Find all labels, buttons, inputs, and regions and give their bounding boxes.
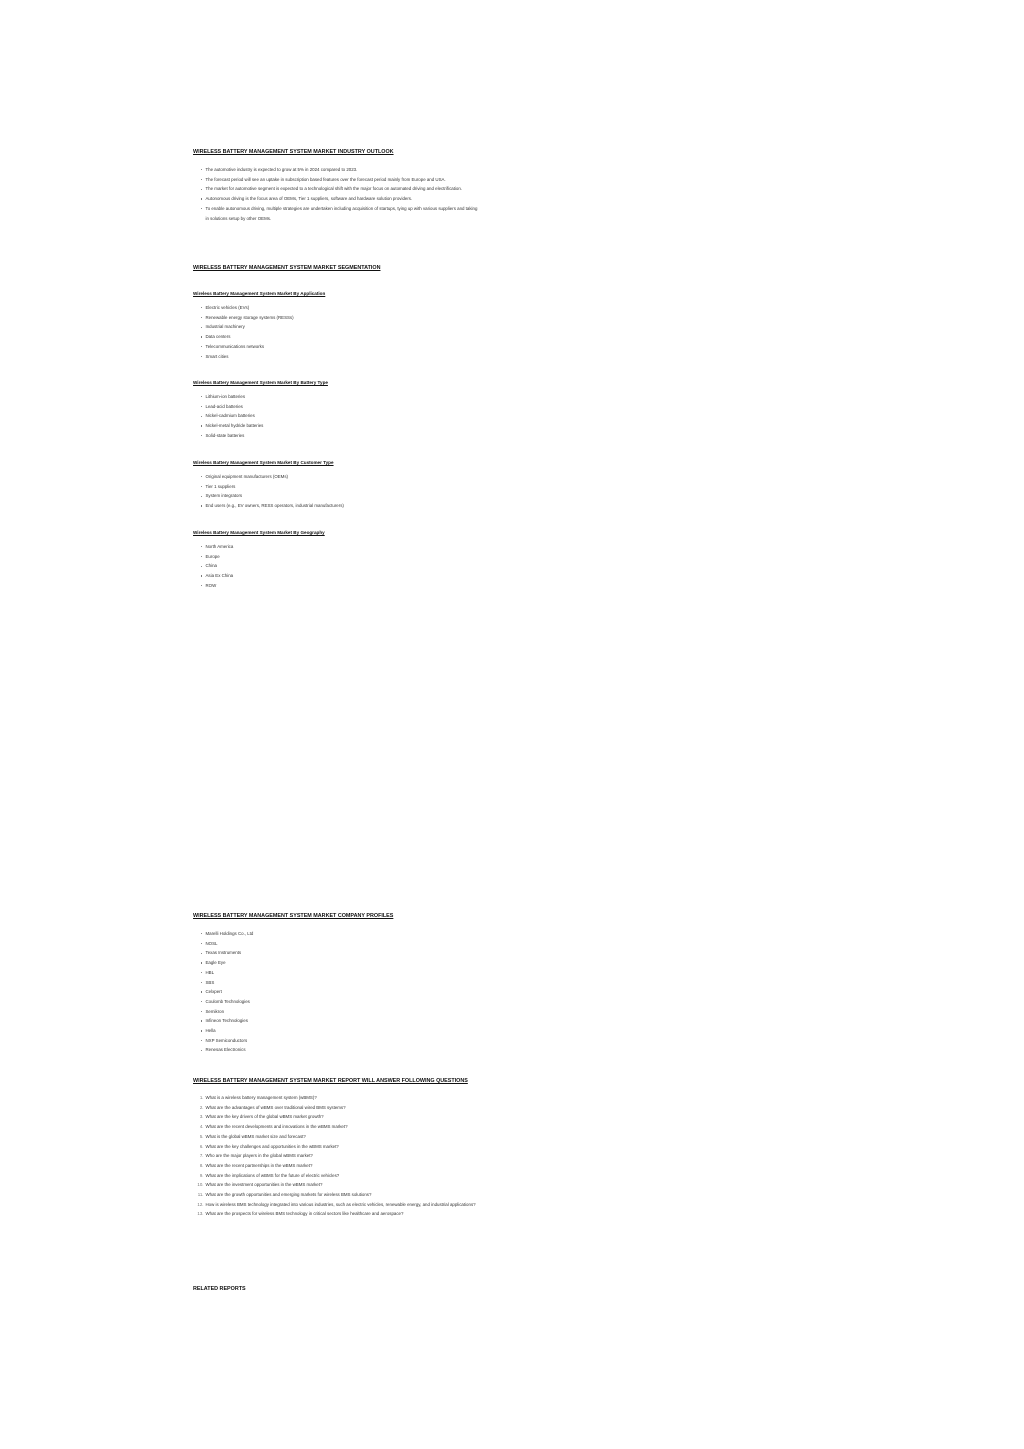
list-number: 1. bbox=[199, 1095, 204, 1100]
list-item bbox=[193, 1180, 493, 1190]
question-text: What are the key drivers of the global wBMS market growth? bbox=[205, 1114, 324, 1120]
question-text: What are the investment opportunities in the wBMS market? bbox=[205, 1182, 323, 1188]
question-text: How is wireless BMS technology integrated into various industries, such as electric vehicles, renewable energy, and industrial applications? bbox=[205, 1201, 476, 1207]
list-item: Coulomb Technologies bbox=[193, 997, 493, 1007]
list-item: Europe bbox=[193, 552, 493, 562]
list-item: Renewable energy storage systems (RESSs) bbox=[193, 313, 493, 323]
list-number: 7. bbox=[199, 1153, 204, 1159]
question-text: What are the key challenges and opportunities in the wBMS market? bbox=[205, 1143, 339, 1149]
segmentation-heading: WIRELESS BATTERY MANAGEMENT SYSTEM MARKET SEGMENTATION bbox=[193, 265, 381, 271]
question-text: Who are the major players in the global wBMS market? bbox=[205, 1153, 313, 1159]
outlook-list bbox=[193, 165, 493, 223]
list-item: End users (e.g., EV owners, RESS operators, industrial manufacturers) bbox=[193, 501, 493, 511]
list-item: Industrial machinery bbox=[193, 322, 493, 332]
list-item: Data centers bbox=[193, 332, 493, 342]
list-item bbox=[193, 1209, 493, 1219]
list-item: Infineon Technologies bbox=[193, 1016, 493, 1026]
list-item bbox=[193, 1151, 493, 1161]
list-item: Hella bbox=[193, 1026, 493, 1036]
list-item: Nickel-metal hydride batteries bbox=[193, 421, 493, 431]
list-number: 8. bbox=[199, 1162, 204, 1168]
list-item: Smart cities bbox=[193, 352, 493, 362]
question-text: What are the prospects for wireless BMS technology in critical sectors like healthcare and aerospace? bbox=[205, 1211, 404, 1217]
segment-list-geography bbox=[193, 542, 493, 591]
profiles-heading: WIRELESS BATTERY MANAGEMENT SYSTEM MARKET COMPANY PROFILES bbox=[193, 913, 394, 919]
list-item: Lead-acid batteries bbox=[193, 402, 493, 412]
list-item bbox=[193, 1112, 493, 1122]
segment-title-application: Wireless Battery Management System Market By Application bbox=[193, 291, 326, 296]
list-number: 5. bbox=[199, 1133, 204, 1139]
list-number: 4. bbox=[199, 1124, 204, 1130]
list-number: 6. bbox=[199, 1143, 204, 1149]
list-number: 11. bbox=[197, 1192, 204, 1198]
list-item: North America bbox=[193, 542, 493, 552]
list-number: 3. bbox=[199, 1114, 204, 1120]
segment-title-geography: Wireless Battery Management System Market By Geography bbox=[193, 530, 325, 535]
list-item: Marelli Holdings Co., Ltd bbox=[193, 929, 493, 939]
segment-list-battery-type bbox=[193, 392, 493, 441]
list-item: Semikron bbox=[193, 1007, 493, 1017]
list-item: Lithium-ion batteries bbox=[193, 392, 493, 402]
list-item bbox=[193, 1142, 493, 1152]
list-item: Nickel-cadmium batteries bbox=[193, 411, 493, 421]
segment-title-battery-type: Wireless Battery Management System Market By Battery Type bbox=[193, 380, 328, 385]
list-item: Celxpert bbox=[193, 987, 493, 997]
list-item: The market for automotive segment is expected to a technological shift with the major focus on automated driving and electrification. bbox=[193, 184, 481, 194]
list-item: To enable autonomous driving, multiple strategies are undertaken including acquisition of startups, tying up with various suppliers and taking in solutions setup by other OEMs. bbox=[193, 204, 481, 223]
list-item: Eagle Eye bbox=[193, 958, 493, 968]
list-item: HBL bbox=[193, 968, 493, 978]
list-item: Solid-state batteries bbox=[193, 431, 493, 441]
questions-list bbox=[193, 1093, 493, 1219]
question-text: What are the implications of wBMS for the future of electric vehicles? bbox=[205, 1172, 340, 1178]
list-item: SBS bbox=[193, 978, 493, 988]
list-item bbox=[193, 1171, 493, 1181]
question-text: What are the recent partnerships in the wBMS market? bbox=[205, 1162, 313, 1168]
list-item: NOSL bbox=[193, 939, 493, 949]
list-item bbox=[193, 1103, 493, 1113]
segment-list-application bbox=[193, 303, 493, 361]
profiles-list bbox=[193, 929, 493, 1055]
question-text: What are the growth opportunities and emerging markets for wireless BMS solutions? bbox=[205, 1192, 372, 1198]
list-number: 13. bbox=[197, 1211, 204, 1217]
question-text: What are the advantages of wBMS over traditional wired BMS systems? bbox=[205, 1104, 346, 1110]
list-item bbox=[193, 1093, 493, 1103]
list-item: China bbox=[193, 561, 493, 571]
list-item bbox=[193, 1132, 493, 1142]
segment-list-customer-type bbox=[193, 472, 493, 511]
list-item: ROW bbox=[193, 581, 493, 591]
list-item bbox=[193, 1200, 481, 1210]
list-item: Texas Instruments bbox=[193, 948, 493, 958]
list-item: Autonomous driving is the focus area of OEMs, Tier 1 suppliers, software and hardware solution providers. bbox=[193, 194, 493, 204]
list-item: Renesas Electronics bbox=[193, 1045, 493, 1055]
list-item: The forecast period will see an uptake in subscription based features over the forecast period mainly from Europe and USA. bbox=[193, 175, 481, 185]
list-item: Tier 1 suppliers bbox=[193, 482, 493, 492]
list-item: Electric vehicles (EVs) bbox=[193, 303, 493, 313]
question-text: What is the global wBMS market size and forecast? bbox=[205, 1133, 306, 1139]
list-number: 12. bbox=[197, 1201, 204, 1207]
list-item: Telecommunications networks bbox=[193, 342, 493, 352]
questions-heading: WIRELESS BATTERY MANAGEMENT SYSTEM MARKET REPORT WILL ANSWER FOLLOWING QUESTIONS bbox=[193, 1078, 468, 1084]
list-item bbox=[193, 1161, 493, 1171]
list-item bbox=[193, 1190, 493, 1200]
question-text: What is a wireless battery management system (wBMS)? bbox=[205, 1095, 317, 1100]
list-item: The automotive industry is expected to grow at 5% in 2024 compared to 2023. bbox=[193, 165, 493, 175]
related-reports-heading: RELATED REPORTS bbox=[193, 1286, 246, 1292]
list-item: Original equipment manufacturers (OEMs) bbox=[193, 472, 493, 482]
list-item: NXP Semiconductors bbox=[193, 1036, 493, 1046]
segment-title-customer-type: Wireless Battery Management System Market By Customer Type bbox=[193, 460, 334, 465]
question-text: What are the recent developments and innovations in the wBMS market? bbox=[205, 1124, 348, 1130]
list-number: 2. bbox=[199, 1104, 204, 1110]
list-item bbox=[193, 1122, 493, 1132]
list-number: 10. bbox=[197, 1182, 204, 1188]
list-item: System integrators bbox=[193, 491, 493, 501]
list-number: 9. bbox=[199, 1172, 204, 1178]
list-item: Asia Ex China bbox=[193, 571, 493, 581]
outlook-heading: WIRELESS BATTERY MANAGEMENT SYSTEM MARKET INDUSTRY OUTLOOK bbox=[193, 149, 394, 155]
